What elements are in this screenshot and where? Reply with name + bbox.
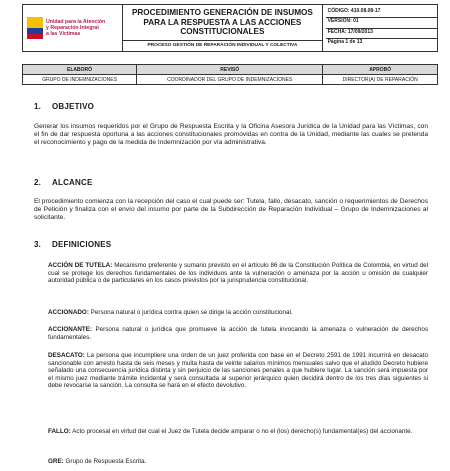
- objetivo-text: Generar los insumos requeridos por el Grupo de Respuesta Escrita y la Oficina Asesora Jurídica de la Unidad para las Víctimas, con el fin de dar respuesta oportuna a las acciones constitucionales promovidas en contra de la Unidad, mediante las cuales se pretenda el reconocimiento y pago de la medida de Indemnización por vía administrativa.: [34, 123, 428, 146]
- definition-accionante: ACCIONANTE: Persona natural o jurídica que promueve la acción de tutela invocando la amenaza o vulneración de derechos fundamentales.: [48, 326, 428, 341]
- codigo: CÓDIGO: 410.08.08-17: [326, 8, 437, 19]
- colombia-flag-icon: [27, 17, 43, 39]
- elaboro-value: GRUPO DE INDEMNIZACIONES: [23, 75, 137, 85]
- definition-fallo: FALLO: Acto procesal en virtud del cual el Juez de Tutela decide amparar o no el (los) derecho(s) fundamental(es) del accionante.: [48, 428, 413, 435]
- section-heading-alcance: 2. ALCANCE: [34, 178, 93, 187]
- reviso-header: REVISÓ: [137, 65, 323, 75]
- pagina: Página 1 de 13: [327, 39, 363, 45]
- document-title: PROCEDIMIENTO GENERACIÓN DE INSUMOS PARA LA RESPUESTA A LAS ACCIONES CONSTITUCIONALES: [131, 8, 313, 37]
- fecha: FECHA: 17/09/2013: [326, 29, 437, 40]
- version: VERSIÓN: 01: [326, 18, 437, 29]
- definition-accionado: ACCIONADO: Persona natural o jurídica contra quien se dirige la acción constitucional.: [48, 309, 293, 316]
- aprobo-value: DIRECTOR(A) DE REPARACIÓN: [323, 75, 438, 85]
- logo-cell: [23, 5, 123, 52]
- unidad-victimas-logo: [23, 17, 122, 39]
- elaboro-header: ELABORÓ: [23, 65, 137, 75]
- aprobo-header: APROBÓ: [323, 65, 438, 75]
- definition-accion-de-tutela: ACCIÓN DE TUTELA: Mecanismo preferente y sumario previsto en el artículo 86 de la Constitución Política de Colombia, en virtud del cual se protege los derechos fundamentales de los individuos ante la vulneración o amenaza por la acción u omisión de cualquier autoridad pública o de particulares en los casos previstos por la jurisprudencia constitucional.: [48, 262, 429, 284]
- reviso-value: COORDINADOR DEL GRUPO DE INDEMNIZACIONES: [137, 75, 323, 85]
- document-meta: [322, 5, 437, 52]
- section-heading-objetivo: 1. OBJETIVO: [34, 102, 95, 111]
- title-cell: [123, 5, 322, 52]
- process-name: PROCESO GESTIÓN DE REPARACIÓN INDIVIDUAL Y COLECTIVA: [123, 40, 321, 50]
- document-header: [22, 4, 438, 52]
- definition-gre: GRE: Grupo de Respuesta Escrita.: [48, 458, 147, 465]
- signature-table: [22, 64, 438, 85]
- definition-desacato: DESACATO: La persona que incumpliere una orden de un juez proferida con base en el Decreto 2591 de 1991 incurrirá en desacato sancionable con arresto hasta de seis meses y multa hasta de veinte salarios mínimos mensuales salvo que el aludido Decreto hubiere señalado una consecuencia jurídica distinta y sin perjuicio de las sanciones penales a que hubiere lugar. La sanción será impuesta por el mismo juez mediante trámite incidental y será consultada al superior jerárquico quien decidirá dentro de los tres días siguientes si debe revocarse la sanción. La consulta se hará en el efecto devolutivo.: [48, 352, 428, 389]
- logo-text: Unidad para la Atención y Reparación Integral a las Víctimas: [46, 19, 106, 37]
- alcance-text: El procedimiento comienza con la recepción del caso el cual puede ser: Tutela, fallo, desacato, sanción o requerimientos de Derechos de Petición y finaliza con el envío del insumo por parte de la Subdirección de Reparación Individual – Grupo de Indemnizaciones al solicitante.: [34, 198, 428, 221]
- section-heading-definiciones: 3. DEFINICIONES: [34, 240, 112, 249]
